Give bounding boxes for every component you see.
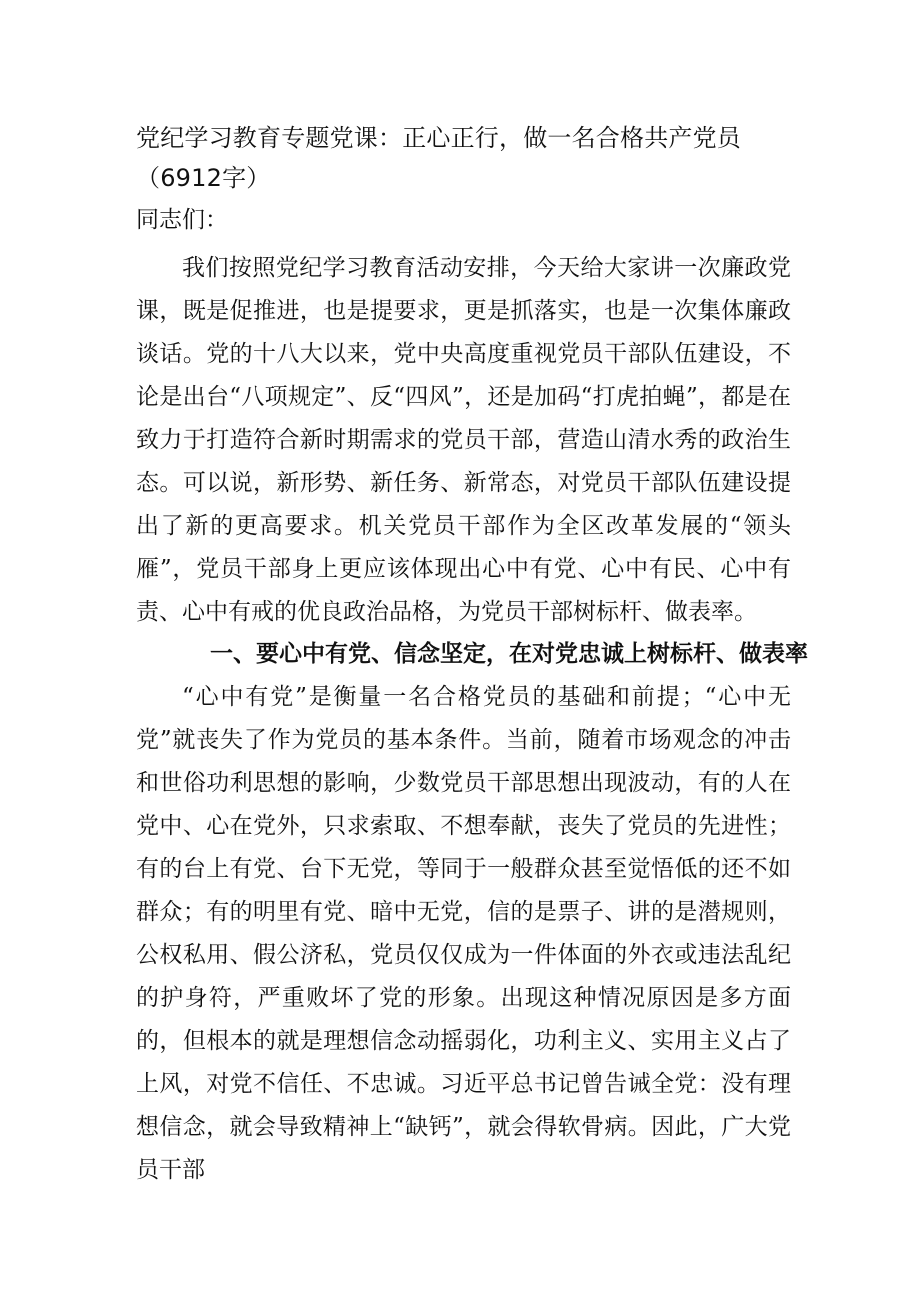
section-heading-1: 一、要心中有党、信念坚定，在对党忠诚上树标杆、做表率	[210, 641, 808, 667]
salutation: 同志们：	[136, 207, 228, 233]
document-title: 党纪学习教育专题党课：正心正行，做一名合格共产党员（6912字）	[136, 124, 741, 192]
paragraph-section-1: “心中有党”是衡量一名合格党员的基础和前提；“心中无党”就丧失了作为党员的基本条件。当前，随着市场观念的冲击和世俗功利思想的影响，少数党员干部思想出现波动，有的人在党中、心在党外，只求索取、不想奉献，丧失了党员的先进性；有的台上有党、台下无党，等同于一般群众甚至觉悟低的还不如群众；有的明里有党、暗中无党，信的是票子、讲的是潜规则，公权私用、假公济私，党员仅仅成为一件体面的外衣或违法乱纪的护身符，严重败坏了党的形象。出现这种情况原因是多方面的，但根本的就是理想信念动摇弱化，功利主义、实用主义占了上风，对党不信任、不忠诚。习近平总书记曾告诫全党：没有理想信念，就会导致精神上“缺钙”，就会得软骨病。因此，广大党员干部	[136, 684, 791, 1183]
paragraph-intro: 我们按照党纪学习教育活动安排，今天给大家讲一次廉政党课，既是促推进，也是提要求，更是抓落实，也是一次集体廉政谈话。党的十八大以来，党中央高度重视党员干部队伍建设，不论是出台“八项规定”、反“四风”，还是加码“打虎拍蝇”，都是在致力于打造符合新时期需求的党员干部，营造山清水秀的政治生态。可以说，新形势、新任务、新常态，对党员干部队伍建设提出了新的更高要求。机关党员干部作为全区改革发展的“领头雁”，党员干部身上更应该体现出心中有党、心中有民、心中有责、心中有戒的优良政治品格，为党员干部树标杆、做表率。	[136, 255, 791, 625]
